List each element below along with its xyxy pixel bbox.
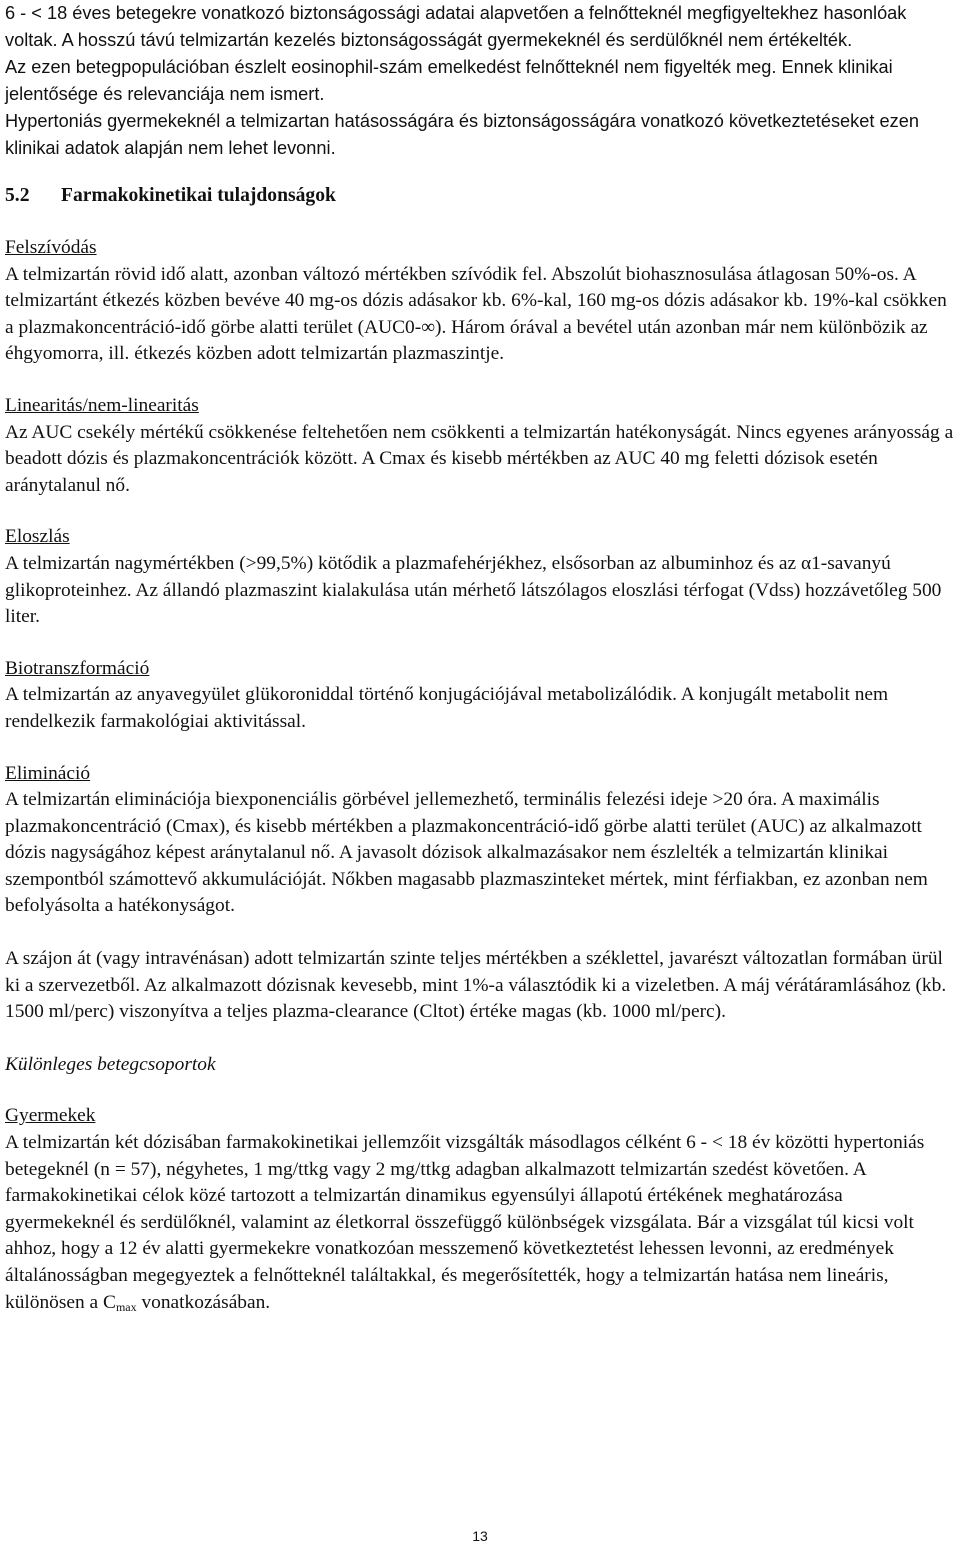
intro-block [5, 0, 957, 162]
subheading-kulonleges-betegcsoportok: Különleges betegcsoportok [5, 1053, 216, 1075]
subheading-eliminacio: Elimináció [5, 762, 91, 784]
paragraph-felszivodas: A telmizartán rövid idő alatt, azonban változó mértékben szívódik fel. Abszolút biohasznosulása átlagosan 50%-os. A telmizartánt étkezés közben bevéve 40 mg-os dózis adásakor kb. 6%-kal, 160 mg-os dózis adásakor kb. 19%-kal csökken a plazmakoncentráció-idő görbe alatti terület (AUC0-∞). Három órával a bevétel után azonban már nem különbözik az éhgyomorra, ill. étkezés közben adott telmizartán plazmaszintje. [5, 263, 947, 365]
subheading-gyermekek: Gyermekek [5, 1105, 96, 1127]
section-title: Farmakokinetikai tulajdonságok [61, 185, 336, 206]
subheading-eloszlas: Eloszlás [5, 526, 70, 548]
cmax-subscript: max [115, 1299, 137, 1314]
page-number: 13 [472, 1528, 488, 1544]
paragraph-eliminacio-1: A telmizartán eliminációja biexponenciális görbével jellemezhető, terminális felezési ideje >20 óra. A maximális plazmakoncentráció (Cmax), és kisebb mértékben a plazmakoncentráció-idő görbe alatti terület (AUC) az alkalmazott dózis nagyságához képest aránytalanul nő. A javasolt dózisok alkalmazásakor nem észlelték a telmizartán klinikai szempontból számottevő akkumulációját. Nőkben magasabb plazmaszinteket mértek, mint férfiakban, ez azonban nem befolyásolta a hatékonyságot. [5, 789, 928, 917]
gyermekek-text: A telmizartán két dózisában farmakokinetikai jellemzőit vizsgálták másodlagos célként 6 - < 18 év közötti hypertoniás betegeknél (n = 57), négyhetes, 1 mg/ttkg vagy 2 mg/ttkg adagban alkalmazott telmizartán szedést követően. A farmakokinetikai célok közé tartozott a telmizartán dinamikus egyensúlyi állapotú értékének meghatározása gyermekeknél és serdülőknél, valamint az életkorral összefüggő különbségek vizsgálata. Bár a vizsgálat túl kicsi volt ahhoz, hogy a 12 év alatti gyermekekre vonatkozóan messzemenő következtetést lehessen levonni, az eredmények általánosságban megegyeztek a felnőtteknél találtakkal, és megerősítették, hogy a telmizartán hatása nem lineáris, különösen a C [5, 1132, 925, 1313]
paragraph-gyermekek [5, 1130, 957, 1320]
section-heading [5, 182, 957, 209]
paragraph-biotranszformacio: A telmizartán az anyavegyület glükoroniddal történő konjugációjával metabolizálódik. A konjugált metabolit nem rendelkezik farmakológiai aktivitással. [5, 684, 889, 732]
subheading-linearitas: Linearitás/nem-linearitás [5, 394, 199, 416]
paragraph-eliminacio-2: A szájon át (vagy intravénásan) adott telmizartán szinte teljes mértékben a széklettel, javarészt változatlan formában ürül ki a szervezetből. Az alkalmazott dózisnak kevesebb, mint 1%-a választódik ki a vizeletben. A máj vérátáramlásához (kb. 1500 ml/perc) viszonyítva a teljes plazma-clearance (Cltot) értéke magas (kb. 1000 ml/perc). [5, 948, 947, 1023]
document-page [5, 0, 957, 1320]
gyermekek-tail: vonatkozásában. [136, 1291, 271, 1313]
paragraph-eloszlas: A telmizartán nagymértékben (>99,5%) kötődik a plazmafehérjékhez, elsősorban az albuminhoz és az α1-savanyú glikoproteinhez. Az állandó plazmaszint kialakulása után mérhető látszólagos eloszlási térfogat (Vdss) hozzávetőleg 500 liter. [5, 552, 942, 628]
intro-paragraph-hypertension: Hypertoniás gyermekeknél a telmizartan hatásosságára és biztonságosságára vonatkozó következtetéseket ezen klinikai adatok alapján nem lehet levonni. [5, 111, 919, 158]
paragraph-linearitas: Az AUC csekély mértékű csökkenése feltehetően nem csökkenti a telmizartán hatékonyságát. Nincs egyenes arányosság a beadott dózis és plazmakoncentrációk között. A Cmax és kisebb mértékben az AUC 40 mg feletti dózisok esetén aránytalanul nő. [5, 421, 954, 496]
section-number: 5.2 [5, 185, 30, 206]
intro-paragraph-eosinophil: Az ezen betegpopulációban észlelt eosinophil-szám emelkedést felnőtteknél nem figyelték meg. Ennek klinikai jelentősége és relevanciája nem ismert. [5, 57, 893, 104]
intro-paragraph-safety: 6 - < 18 éves betegekre vonatkozó biztonságossági adatai alapvetően a felnőtteknél megfigyeltekhez hasonlóak voltak. A hosszú távú telmizartán kezelés biztonságosságát gyermekeknél és serdülőknél nem értékelték. [5, 3, 907, 50]
subheading-biotranszformacio: Biotranszformáció [5, 657, 150, 679]
subheading-felszivodas: Felszívódás [5, 237, 97, 258]
